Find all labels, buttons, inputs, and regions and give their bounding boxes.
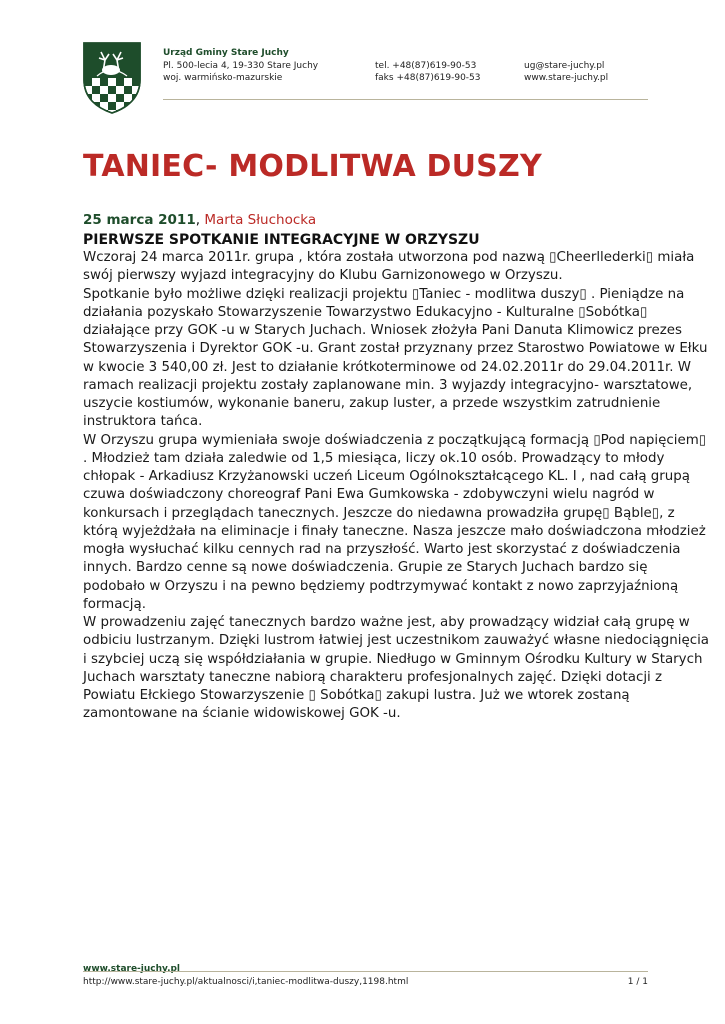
article-body-line: instruktora tańca. xyxy=(83,414,203,430)
fax-number: faks +48(87)619-90-53 xyxy=(375,73,481,83)
footer-site[interactable]: www.stare-juchy.pl xyxy=(83,964,181,974)
article-body-line: odbiciu lustrzanym. Dzięki lustrom łatwiej jest uczestnikom zauważyć własne niedociągnięcia xyxy=(83,633,709,649)
article-body-line: Spotkanie było możliwe dzięki realizacji projektu ▯Taniec - modlitwa duszy▯ . Pieniądze na xyxy=(83,286,685,302)
article-body-line: innych. Bardzo cenne są nowe doświadczenia. Grupie ze Starych Juchach bardzo się xyxy=(83,560,648,576)
phone-number: tel. +48(87)619-90-53 xyxy=(375,60,477,71)
article-body-line: swój pierwszy wyjazd integracyjny do Klubu Garnizonowego w Orzyszu. xyxy=(83,268,563,284)
article-body-line: Stowarzyszenia i Dyrektor GOK -u. Grant został przyznany przez Starostwo Powiatowe w Ełku xyxy=(83,341,708,357)
article-meta xyxy=(83,211,316,229)
article-body-line: W Orzyszu grupa wymieniała swoje doświadczenia z początkującą formacją ▯Pod napięciem▯ xyxy=(83,432,707,448)
article-author: Marta Słuchocka xyxy=(204,212,317,228)
article-body-line: . Młodzież tam działa zaledwie od 1,5 miesiąca, liczy ok.10 osób. Prowadzący to młody xyxy=(83,450,665,466)
article-body-line: i szybciej uczą się współdziałania w grupie. Niedługo w Gminnym Ośrodku Kultury w Starych xyxy=(83,651,703,667)
address-line-1: Pl. 500-lecia 4, 19-330 Stare Juchy xyxy=(163,60,319,71)
article-date: 25 marca 2011 xyxy=(83,212,196,228)
article-body-line: działania pozyskało Stowarzyszenie Towarzystwo Edukacyjno - Kulturalne ▯Sobótka▯ xyxy=(83,304,648,320)
article-body-line: Wczoraj 24 marca 2011r. grupa , która została utworzona pod nazwą ▯Cheerllederki▯ miała xyxy=(83,250,695,265)
article-body-line: konkursach i przeglądach tanecznych. Jeszcze do niedawna prowadziła grupę▯ Bąble▯, z xyxy=(83,505,675,521)
website-link[interactable]: www.stare-juchy.pl xyxy=(524,73,609,83)
article-body-line: w kwocie 3 540,00 zł. Jest to działanie krótkoterminowe od 24.02.2011r do 29.04.2011r. W xyxy=(83,359,692,375)
org-name: Urząd Gminy Stare Juchy xyxy=(163,48,289,58)
article-body-line: podobało w Orzyszu i na pewno będziemy podtrzymywać kontakt z nowo zaprzyjaźnioną xyxy=(83,578,679,594)
page-number: 1 / 1 xyxy=(627,977,648,987)
article-body-line: Powiatu Ełckiego Stowarzyszenie ▯ Sobótka▯ zakupi lustra. Już we wtorek zostaną xyxy=(83,688,630,703)
email-link[interactable]: ug@stare-juchy.pl xyxy=(524,60,605,71)
coat-of-arms-icon xyxy=(83,42,141,114)
address-line-2: woj. warmińsko-mazurskie xyxy=(163,73,283,83)
meta-separator: , xyxy=(195,212,205,228)
article-body-line: formacją. xyxy=(83,596,146,612)
article-body xyxy=(83,249,709,724)
article-body-line: Juchach warsztaty taneczne nabiorą charakteru profesjonalnych zajęć. Dzięki dotacji z xyxy=(83,669,663,685)
footer-divider xyxy=(83,971,648,972)
article-body-line: działające przy GOK -u w Starych Juchach. Wniosek złożyła Pani Danuta Klimowicz prezes xyxy=(83,323,682,338)
article-body-line: zamontowane na ścianie widowiskowej GOK -u. xyxy=(83,706,401,722)
footer-url[interactable]: http://www.stare-juchy.pl/aktualnosci/i,taniec-modlitwa-duszy,1198.html xyxy=(83,977,409,987)
header-contacts xyxy=(524,47,608,85)
header-phones xyxy=(375,47,481,85)
header-divider xyxy=(163,99,648,100)
article-body-line: którą wyjeżdżała na eliminacje i finały taneczne. Nasza jeszcze mało doświadczona młodzież xyxy=(83,523,706,539)
article-body-line: uszycie kostiumów, wykonanie baneru, zakup luster, a przede wszystkim zatrudnienie xyxy=(83,396,661,411)
article-title: TANIEC- MODLITWA DUSZY xyxy=(83,149,542,184)
header-address xyxy=(163,47,318,85)
article-body-line: chłopak - Arkadiusz Krzyżanowski uczeń Liceum Ogólnokształcącego KL. I , nad całą grupą xyxy=(83,469,690,484)
article-subtitle: PIERWSZE SPOTKANIE INTEGRACYJNE W ORZYSZU xyxy=(83,232,480,248)
article-body-line: ramach realizacji projektu zostały zaplanowane min. 3 wyjazdy integracyjno- warsztatowe, xyxy=(83,377,693,393)
article-body-line: W prowadzeniu zajęć tanecznych bardzo ważne jest, aby prowadzący widział całą grupę w xyxy=(83,615,690,630)
article-body-line: mogła wysłuchać kilku cennych rad na przyszłość. Warto jest skorzystać z doświadczenia xyxy=(83,542,681,557)
article-body-line: czuwa doświadczony choreograf Pani Ewa Gumkowska - zdobywczyni wielu nagród w xyxy=(83,487,655,503)
